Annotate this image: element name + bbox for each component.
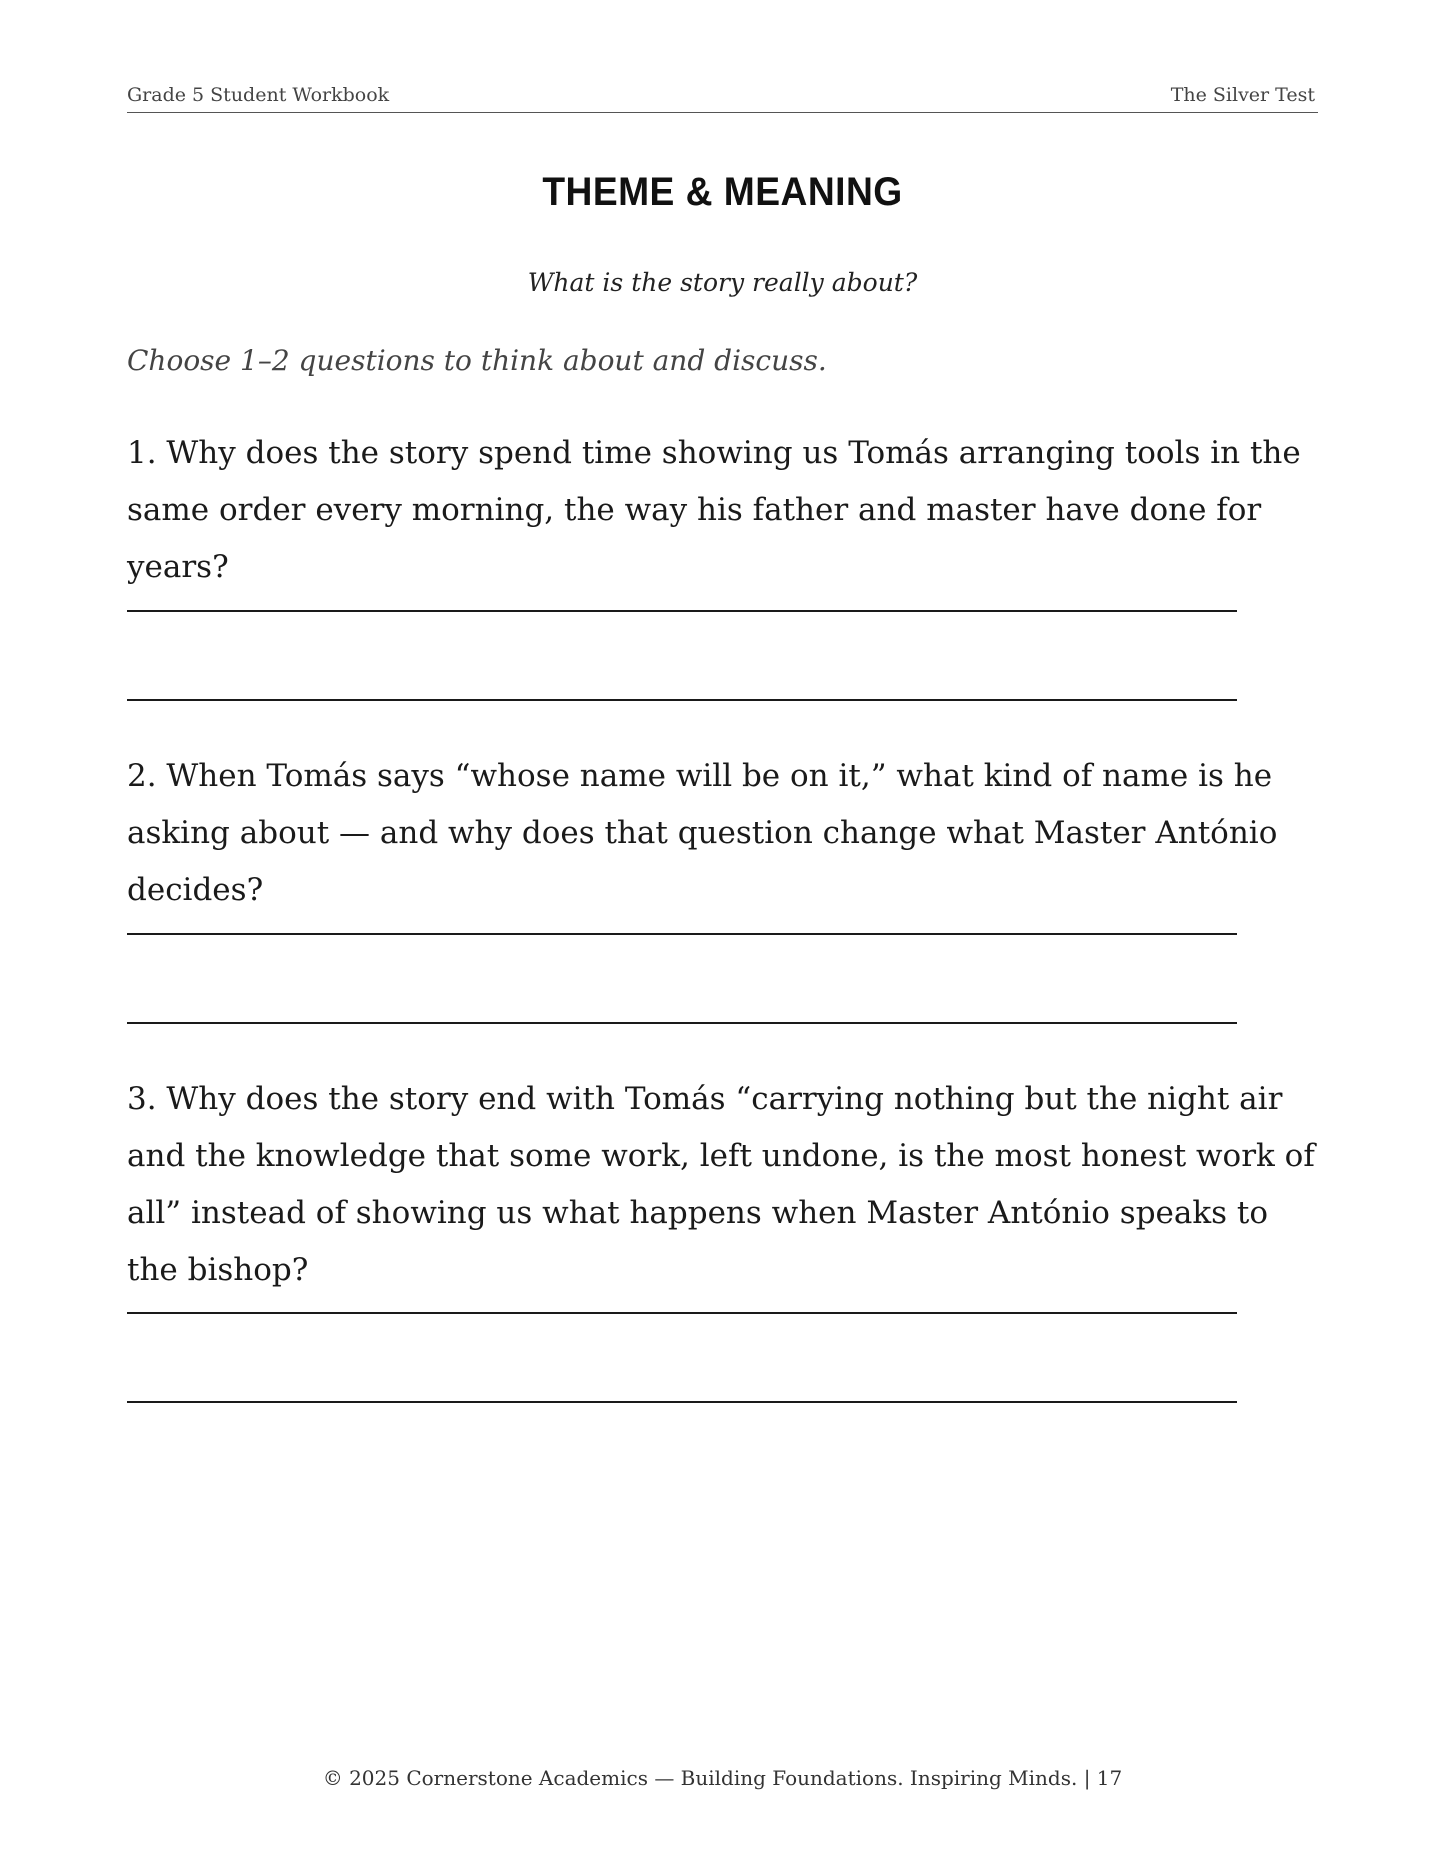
page-footer: © 2025 Cornerstone Academics — Building Foundations. Inspiring Minds. | 17 [322, 1766, 1123, 1790]
instructions-text: Choose 1–2 questions to think about and discuss. [127, 344, 827, 377]
answer-line-3b[interactable] [127, 1401, 1237, 1403]
workbook-label: Grade 5 Student Workbook [127, 84, 390, 106]
question-3: 3. Why does the story end with Tomás “carrying nothing but the night air and the knowledge that some work, left undone, is the most honest work of all” instead of showing us what happens when Master António speaks to the bishop? [127, 1081, 1315, 1288]
question-1: 1. Why does the story spend time showing us Tomás arranging tools in the same order every morning, the way his father and master have done for years? [127, 435, 1301, 585]
answer-line-2b[interactable] [127, 1022, 1237, 1024]
answer-line-3a[interactable] [127, 1312, 1237, 1314]
answer-line-2a[interactable] [127, 933, 1237, 935]
answer-line-1a[interactable] [127, 610, 1237, 612]
page-subtitle: What is the story really about? [527, 268, 918, 297]
answer-line-1b[interactable] [127, 699, 1237, 701]
page-title: THEME & MEANING [542, 170, 903, 214]
question-2: 2. When Tomás says “whose name will be on it,” what kind of name is he asking about — and why does that question change what Master António decides? [127, 758, 1278, 908]
story-title-label: The Silver Test [1170, 84, 1315, 106]
page-header [127, 82, 1318, 113]
